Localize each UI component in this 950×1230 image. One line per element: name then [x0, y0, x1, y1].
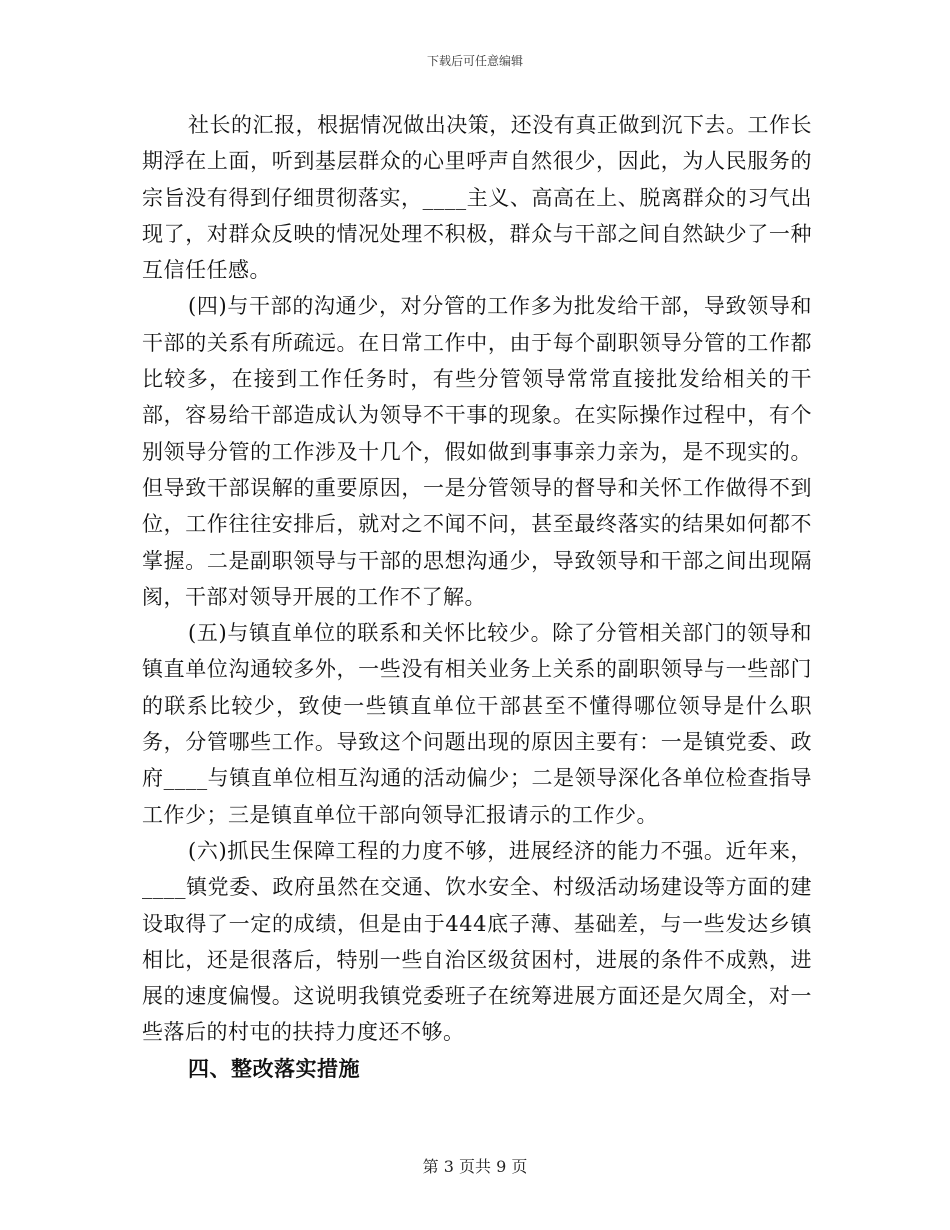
paragraph-section-5: (五)与镇直单位的联系和关怀比较少。除了分管相关部门的领导和镇直单位沟通较多外，一些没有相关业务上关系的副职领导与一些部门的联系比较少，致使一些镇直单位干部甚至不懂得哪位领导是什么职务，分管哪些工作。导致这个问题出现的原因主要有：一是镇党委、政府____与镇直单位相互沟通的活动偏少；二是领导深化各单位检查指导工作少；三是镇直单位干部向领导汇报请示的工作少。 [142, 621, 812, 827]
paragraph-section-6: (六)抓民生保障工程的力度不够，进展经济的能力不强。近年来，____镇党委、政府虽然在交通、饮水安全、村级活动场建设等方面的建设取得了一定的成绩，但是由于444底子薄、基础差，与一些发达乡镇相比，还是很落后，特别一些自治区级贫困村，进展的条件不成熟，进展的速度偏慢。这说明我镇党委班子在统筹进展方面还是欠周全，对一些落后的村屯的扶持力度还不够。 [142, 838, 812, 1045]
paragraph-continuation: 社长的汇报，根据情况做出决策，还没有真正做到沉下去。工作长期浮在上面，听到基层群众的心里呼声自然很少，因此，为人民服务的宗旨没有得到仔细贯彻落实，____主义、高高在上、脱离群众的习气出现了，对群众反映的情况处理不积极，群众与干部之间自然缺少了一种互信任任感。 [142, 113, 812, 283]
page-footer: 第 3 页共 9 页 [422, 1157, 528, 1176]
document-body [142, 107, 812, 1087]
paragraph-section-4: (四)与干部的沟通少，对分管的工作多为批发给干部，导致领导和干部的关系有所疏远。在日常工作中，由于每个副职领导分管的工作都比较多，在接到工作任务时，有些分管领导常常直接批发给相关的干部，容易给干部造成认为领导不干事的现象。在实际操作过程中，有个别领导分管的工作涉及十几个，假如做到事事亲力亲为，是不现实的。但导致干部误解的重要原因，一是分管领导的督导和关怀工作做得不到位，工作往往安排后，就对之不闻不问，甚至最终落实的结果如何都不掌握。二是副职领导与干部的思想沟通少，导致领导和干部之间出现隔阂，干部对领导开展的工作不了解。 [142, 294, 812, 609]
page-header: 下载后可任意编辑 [426, 54, 523, 68]
section-heading: 四、整改落实措施 [188, 1055, 360, 1081]
